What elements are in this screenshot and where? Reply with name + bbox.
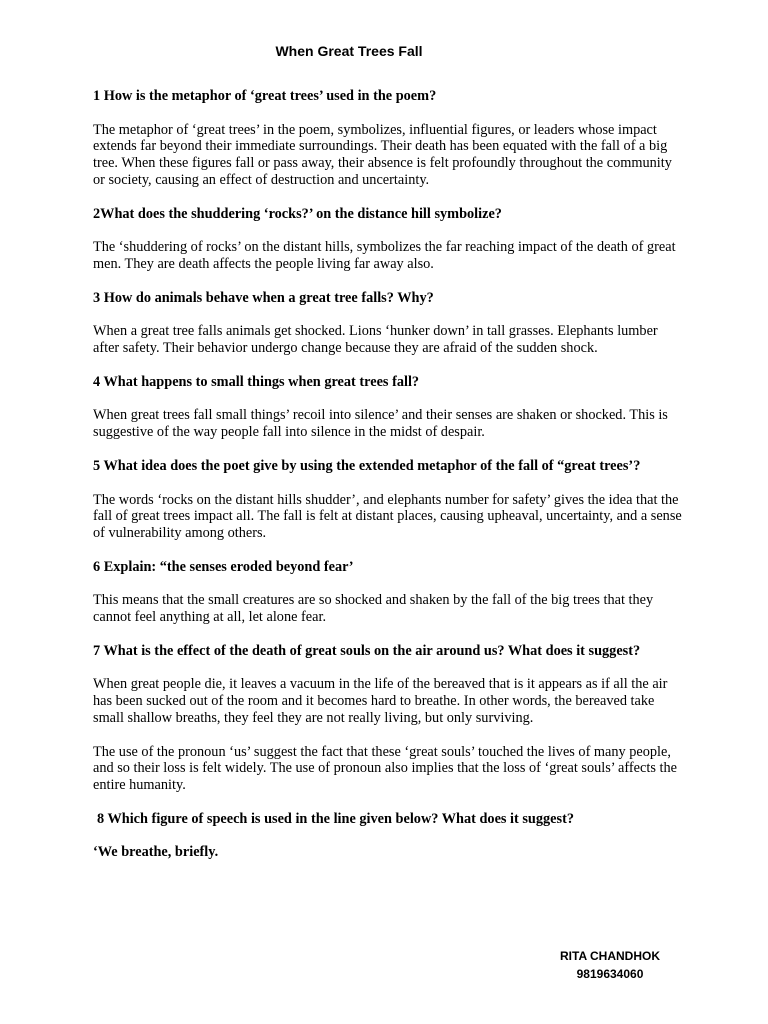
question-8: 8 Which figure of speech is used in the line given below? What does it suggest? [97,810,574,827]
answer-1: The metaphor of ‘great trees’ in the poem, symbolizes, influential figures, or leaders whose impact extends far beyond their immediate surroundings. Their death has been equated with the fall of a big tree. When these figures fall or pass away, their absence is felt profoundly throughout the community or society, causing an effect of destruction and uncertainty. [93,121,672,188]
answer-5: The words ‘rocks on the distant hills shudder’, and elephants number for safety’ gives the idea that the fall of great trees impact all. The fall is felt at distant places, causing upheaval, uncertainty, and a sense of vulnerability among others. [93,491,682,541]
author-signature [540,947,680,983]
answer-7-continued: The use of the pronoun ‘us’ suggest the fact that these ‘great souls’ touched the lives of many people, and so their loss is felt widely. The use of pronoun also implies that the loss of ‘great souls’ affects the entire humanity. [93,743,677,793]
question-6: 6 Explain: “the senses eroded beyond fear’ [93,558,354,575]
document-title: When Great Trees Fall [275,43,423,59]
author-phone: 9819634060 [576,967,644,981]
question-4: 4 What happens to small things when great trees fall? [93,373,420,390]
answer-4: When great trees fall small things’ recoil into silence’ and their senses are shaken or shocked. This is suggestive of the way people fall into silence in the midst of despair. [93,407,668,441]
document-body [93,88,683,861]
question-5: 5 What idea does the poet give by using the extended metaphor of the fall of “great trees’? [93,457,641,474]
quoted-line: ‘We breathe, briefly. [93,844,219,861]
answer-3: When a great tree falls animals get shocked. Lions ‘hunker down’ in tall grasses. Elephants lumber after safety. Their behavior undergo change because they are afraid of the sudden shock. [93,323,658,357]
author-name: RITA CHANDHOK [560,949,660,963]
question-7: 7 What is the effect of the death of great souls on the air around us? What does it suggest? [93,642,641,659]
answer-7: When great people die, it leaves a vacuum in the life of the bereaved that is it appears as if all the air has been sucked out of the room and it becomes hard to breathe. In other words, the bereaved take small shallow breaths, they feel they are not really living, but only surviving. [93,676,668,726]
answer-6: This means that the small creatures are so shocked and shaken by the fall of the big trees that they cannot feel anything at all, let alone fear. [93,592,654,626]
question-3: 3 How do animals behave when a great tree falls? Why? [93,289,434,306]
question-2: 2What does the shuddering ‘rocks?’ on the distance hill symbolize? [93,205,502,222]
answer-2: The ‘shuddering of rocks’ on the distant hills, symbolizes the far reaching impact of the death of great men. They are death affects the people living far away also. [93,239,676,272]
question-1: 1 How is the metaphor of ‘great trees’ used in the poem? [93,88,437,104]
